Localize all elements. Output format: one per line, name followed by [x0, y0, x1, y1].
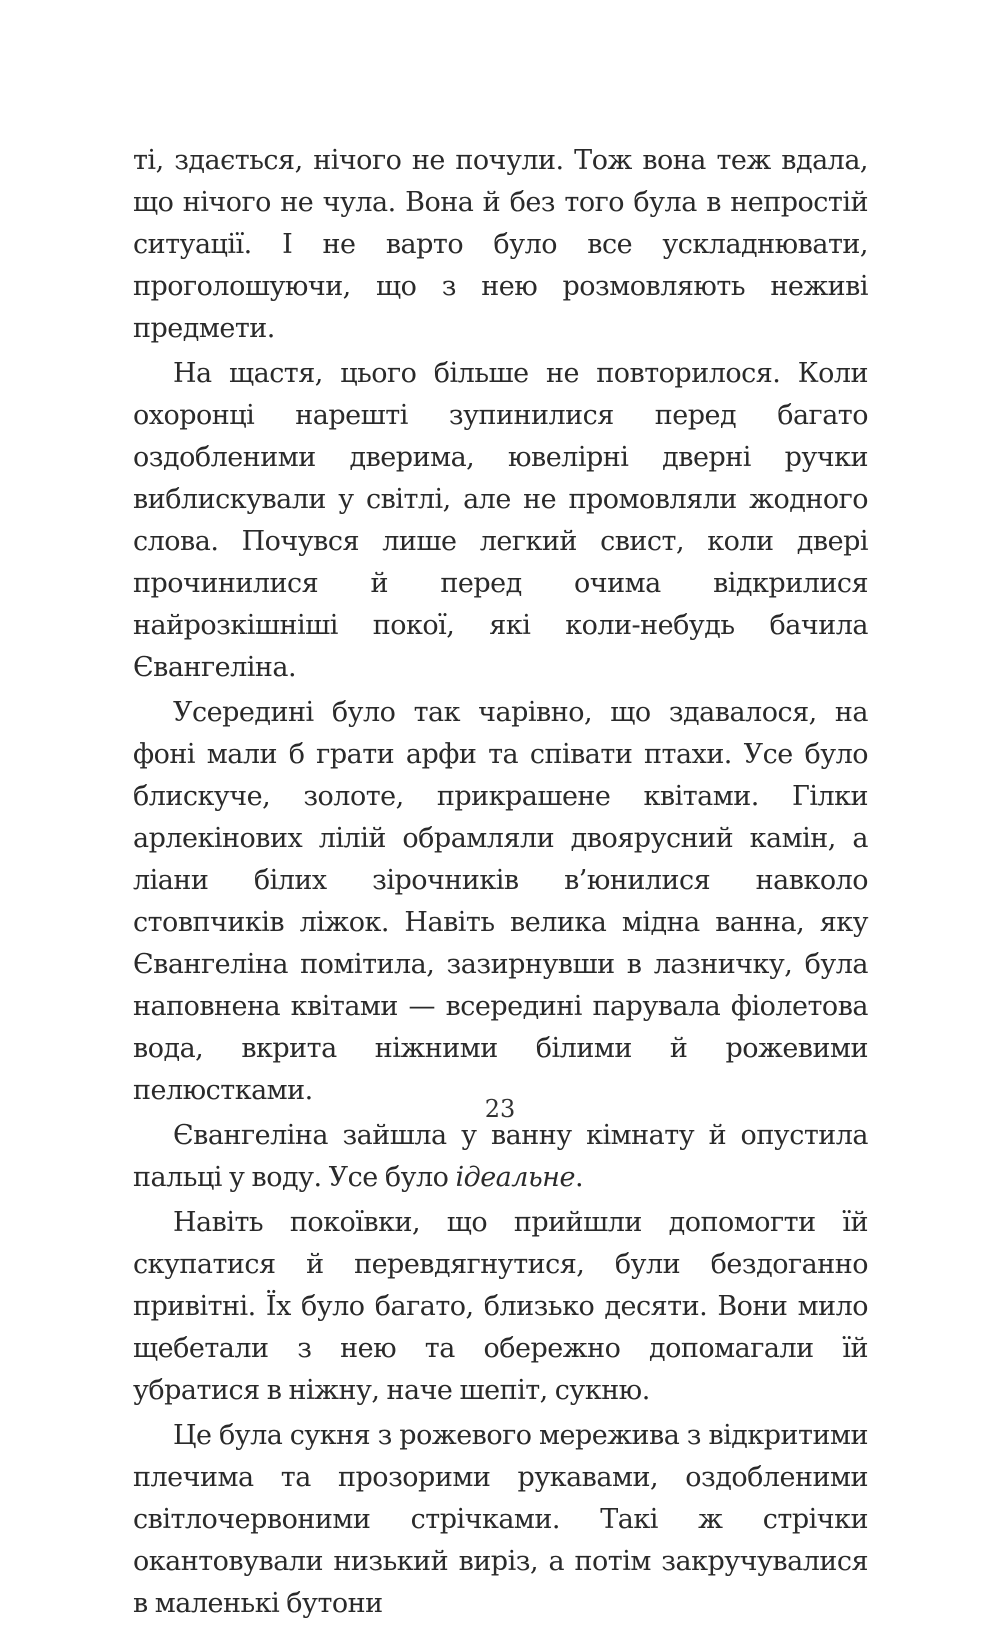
page-body: [133, 140, 868, 1625]
paragraph: Усередині було так чарівно, що здавалося, на фоні мали б грати арфи та співати птахи. Усе було блискуче, золоте, прикрашене квітами. Гілки арлекінових лілій обрамляли двоярусний камін, а ліани білих зірочників в’юнилися навколо стовпчиків ліжок. Навіть велика мідна ванна, яку Євангеліна помітила, зазирнувши в лазничку, була наповнена квітами — всередині парувала фіолетова вода, вкрита ніжними білими й рожевими пелюстками.: [133, 697, 868, 1106]
paragraph: На щастя, цього більше не повторилося. Коли охоронці нарешті зупинилися перед багато оздобленими дверима, ювелірні дверні ручки виблискували у світлі, але не промовляли жодного слова. Почувся лише легкий свист, коли двері прочинилися й перед очима відкрилися найрозкішніші покої, які коли-небудь бачила Євангеліна.: [133, 358, 868, 683]
paragraph-continued: ті, здається, нічого не почули. Тож вона теж вдала, що нічого не чула. Вона й без того була в непростій ситуації. І не варто було все ускладнювати, проголошуючи, що з нею розмовляють неживі предмети.: [133, 145, 868, 344]
paragraph: [133, 1115, 868, 1199]
page-number: 23: [484, 1095, 516, 1123]
paragraph: Навіть покоївки, що прийшли допомогти їй скупатися й перевдягнутися, були бездоганно привітні. Їх було багато, близько десяти. Вони мило щебетали з нею та обережно допомагали їй убратися в ніжну, наче шепіт, сукню.: [133, 1207, 868, 1406]
paragraph-text-end: .: [574, 1162, 584, 1193]
emphasized-word: ідеальне: [455, 1162, 575, 1193]
paragraph-text: Євангеліна зайшла у ванну кімнату й опустила пальці у воду. Усе було: [133, 1120, 868, 1193]
paragraph: Це була сукня з рожевого мережива з відкритими плечима та прозорими рукавами, оздобленими світлочервоними стрічками. Такі ж стрічки окантовували низький виріз, а потім закручувалися в маленькі бутони: [133, 1420, 868, 1619]
